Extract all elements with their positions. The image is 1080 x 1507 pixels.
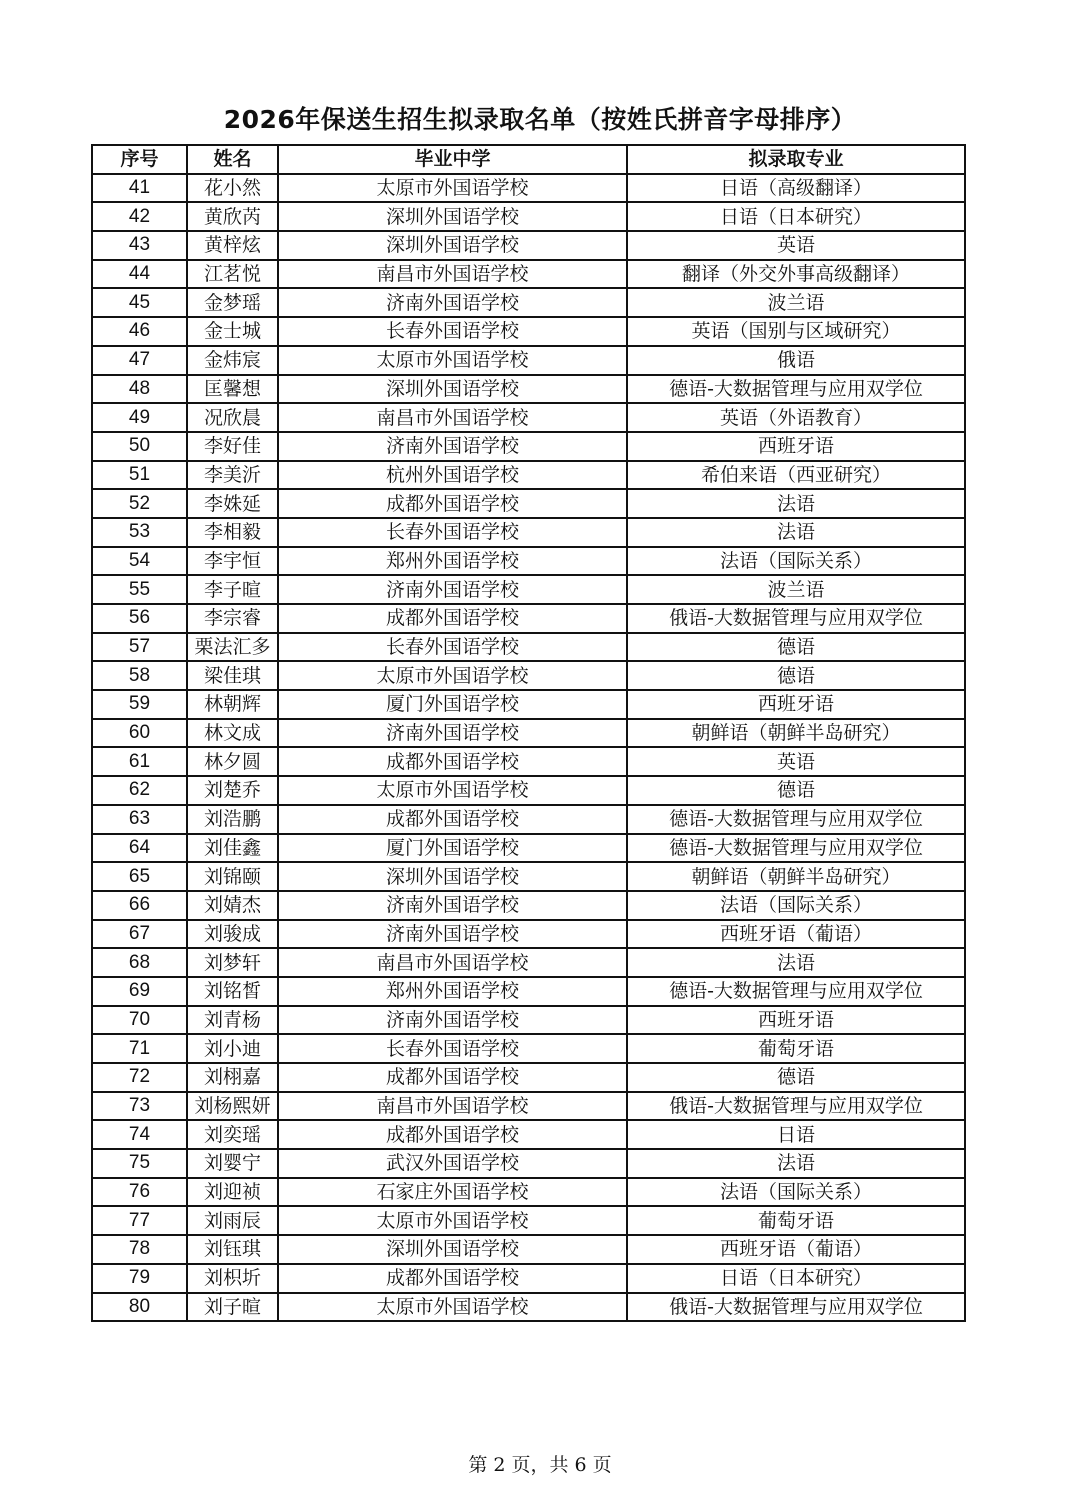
cell-name: 林朝辉 <box>187 690 278 719</box>
cell-name: 刘楚乔 <box>187 776 278 805</box>
cell-school: 深圳外国语学校 <box>278 202 627 231</box>
cell-school: 济南外国语学校 <box>278 891 627 920</box>
table-row <box>92 1293 965 1322</box>
cell-name: 林文成 <box>187 719 278 748</box>
cell-seq: 59 <box>92 690 187 719</box>
cell-school: 郑州外国语学校 <box>278 977 627 1006</box>
cell-major: 德语-大数据管理与应用双学位 <box>627 977 965 1006</box>
cell-school: 济南外国语学校 <box>278 920 627 949</box>
cell-name: 李美沂 <box>187 461 278 490</box>
cell-name: 刘奕瑶 <box>187 1120 278 1149</box>
cell-major: 翻译（外交外事高级翻译） <box>627 260 965 289</box>
table-row <box>92 891 965 920</box>
cell-major: 日语 <box>627 1120 965 1149</box>
cell-major: 法语（国际关系） <box>627 1178 965 1207</box>
cell-major: 德语 <box>627 661 965 690</box>
page-footer: 第 2 页，共 6 页 <box>468 1454 612 1476</box>
cell-school: 成都外国语学校 <box>278 1120 627 1149</box>
cell-school: 成都外国语学校 <box>278 1063 627 1092</box>
cell-school: 深圳外国语学校 <box>278 375 627 404</box>
cell-major: 英语（外语教育） <box>627 403 965 432</box>
cell-major: 俄语 <box>627 346 965 375</box>
cell-major: 法语（国际关系） <box>627 891 965 920</box>
header-school: 毕业中学 <box>278 145 627 174</box>
cell-school: 南昌市外国语学校 <box>278 1092 627 1121</box>
cell-name: 刘梦轩 <box>187 948 278 977</box>
table-row <box>92 948 965 977</box>
table-row <box>92 1235 965 1264</box>
cell-seq: 43 <box>92 231 187 260</box>
cell-major: 德语-大数据管理与应用双学位 <box>627 375 965 404</box>
cell-name: 刘钰琪 <box>187 1235 278 1264</box>
table-row <box>92 1120 965 1149</box>
cell-major: 葡萄牙语 <box>627 1206 965 1235</box>
cell-school: 长春外国语学校 <box>278 317 627 346</box>
table-row <box>92 977 965 1006</box>
cell-school: 厦门外国语学校 <box>278 834 627 863</box>
cell-major: 日语（高级翻译） <box>627 174 965 203</box>
header-seq: 序号 <box>92 145 187 174</box>
table-row <box>92 690 965 719</box>
cell-major: 英语 <box>627 747 965 776</box>
cell-seq: 79 <box>92 1264 187 1293</box>
table-row <box>92 633 965 662</box>
cell-seq: 67 <box>92 920 187 949</box>
table-row <box>92 461 965 490</box>
cell-seq: 60 <box>92 719 187 748</box>
cell-major: 日语（日本研究） <box>627 1264 965 1293</box>
cell-name: 刘佳鑫 <box>187 834 278 863</box>
cell-name: 刘小迪 <box>187 1034 278 1063</box>
cell-school: 济南外国语学校 <box>278 575 627 604</box>
cell-major: 德语-大数据管理与应用双学位 <box>627 834 965 863</box>
cell-school: 深圳外国语学校 <box>278 1235 627 1264</box>
cell-name: 李宗睿 <box>187 604 278 633</box>
cell-school: 济南外国语学校 <box>278 1006 627 1035</box>
cell-major: 德语-大数据管理与应用双学位 <box>627 805 965 834</box>
cell-name: 刘枳圻 <box>187 1264 278 1293</box>
cell-major: 法语 <box>627 1149 965 1178</box>
cell-name: 匡馨想 <box>187 375 278 404</box>
cell-school: 太原市外国语学校 <box>278 1293 627 1322</box>
table-row <box>92 747 965 776</box>
cell-major: 西班牙语 <box>627 690 965 719</box>
cell-major: 英语（国别与区域研究） <box>627 317 965 346</box>
cell-name: 刘婧杰 <box>187 891 278 920</box>
cell-seq: 44 <box>92 260 187 289</box>
cell-seq: 45 <box>92 288 187 317</box>
cell-school: 杭州外国语学校 <box>278 461 627 490</box>
cell-major: 西班牙语（葡语） <box>627 1235 965 1264</box>
table-body <box>92 174 965 1322</box>
cell-school: 南昌市外国语学校 <box>278 403 627 432</box>
cell-name: 刘浩鹏 <box>187 805 278 834</box>
cell-seq: 51 <box>92 461 187 490</box>
cell-seq: 50 <box>92 432 187 461</box>
table-row <box>92 834 965 863</box>
cell-seq: 65 <box>92 862 187 891</box>
table-row <box>92 1063 965 1092</box>
table-row <box>92 260 965 289</box>
table-row <box>92 202 965 231</box>
cell-school: 太原市外国语学校 <box>278 346 627 375</box>
cell-school: 南昌市外国语学校 <box>278 948 627 977</box>
cell-major: 波兰语 <box>627 575 965 604</box>
cell-seq: 75 <box>92 1149 187 1178</box>
cell-name: 林夕圆 <box>187 747 278 776</box>
cell-major: 法语 <box>627 948 965 977</box>
table-row <box>92 231 965 260</box>
table-row <box>92 776 965 805</box>
cell-name: 金士城 <box>187 317 278 346</box>
cell-major: 波兰语 <box>627 288 965 317</box>
cell-seq: 46 <box>92 317 187 346</box>
table-row <box>92 288 965 317</box>
cell-school: 深圳外国语学校 <box>278 862 627 891</box>
cell-name: 金梦瑶 <box>187 288 278 317</box>
table-row <box>92 862 965 891</box>
cell-school: 深圳外国语学校 <box>278 231 627 260</box>
header-name: 姓名 <box>187 145 278 174</box>
table-row <box>92 1206 965 1235</box>
cell-school: 厦门外国语学校 <box>278 690 627 719</box>
table-row <box>92 174 965 203</box>
cell-name: 刘青杨 <box>187 1006 278 1035</box>
cell-major: 希伯来语（西亚研究） <box>627 461 965 490</box>
cell-seq: 53 <box>92 518 187 547</box>
table-row <box>92 575 965 604</box>
cell-seq: 47 <box>92 346 187 375</box>
cell-seq: 69 <box>92 977 187 1006</box>
cell-school: 石家庄外国语学校 <box>278 1178 627 1207</box>
cell-seq: 68 <box>92 948 187 977</box>
cell-school: 长春外国语学校 <box>278 1034 627 1063</box>
cell-seq: 80 <box>92 1293 187 1322</box>
table-header-row <box>92 145 965 174</box>
cell-name: 刘栩嘉 <box>187 1063 278 1092</box>
cell-major: 英语 <box>627 231 965 260</box>
cell-school: 成都外国语学校 <box>278 489 627 518</box>
cell-school: 成都外国语学校 <box>278 805 627 834</box>
cell-seq: 42 <box>92 202 187 231</box>
cell-name: 刘锦颐 <box>187 862 278 891</box>
table-row <box>92 1264 965 1293</box>
cell-name: 李宇恒 <box>187 547 278 576</box>
cell-seq: 61 <box>92 747 187 776</box>
cell-seq: 77 <box>92 1206 187 1235</box>
cell-name: 栗法汇多 <box>187 633 278 662</box>
cell-name: 李好佳 <box>187 432 278 461</box>
cell-seq: 72 <box>92 1063 187 1092</box>
cell-seq: 52 <box>92 489 187 518</box>
cell-school: 太原市外国语学校 <box>278 661 627 690</box>
cell-seq: 66 <box>92 891 187 920</box>
cell-school: 太原市外国语学校 <box>278 1206 627 1235</box>
table-row <box>92 403 965 432</box>
cell-major: 俄语-大数据管理与应用双学位 <box>627 604 965 633</box>
cell-name: 花小然 <box>187 174 278 203</box>
cell-name: 刘迎祯 <box>187 1178 278 1207</box>
cell-seq: 78 <box>92 1235 187 1264</box>
cell-seq: 76 <box>92 1178 187 1207</box>
admission-table <box>91 144 966 1322</box>
table-row <box>92 1092 965 1121</box>
cell-name: 黄梓炫 <box>187 231 278 260</box>
cell-name: 黄欣芮 <box>187 202 278 231</box>
cell-seq: 54 <box>92 547 187 576</box>
cell-seq: 63 <box>92 805 187 834</box>
cell-seq: 64 <box>92 834 187 863</box>
cell-major: 日语（日本研究） <box>627 202 965 231</box>
cell-seq: 41 <box>92 174 187 203</box>
admission-table-container <box>91 144 966 1322</box>
cell-seq: 55 <box>92 575 187 604</box>
cell-major: 俄语-大数据管理与应用双学位 <box>627 1092 965 1121</box>
cell-school: 郑州外国语学校 <box>278 547 627 576</box>
table-row <box>92 1149 965 1178</box>
cell-name: 刘铭皙 <box>187 977 278 1006</box>
cell-school: 济南外国语学校 <box>278 719 627 748</box>
cell-name: 刘杨熙妍 <box>187 1092 278 1121</box>
cell-school: 成都外国语学校 <box>278 1264 627 1293</box>
cell-seq: 56 <box>92 604 187 633</box>
cell-seq: 73 <box>92 1092 187 1121</box>
cell-name: 况欣晨 <box>187 403 278 432</box>
table-row <box>92 604 965 633</box>
cell-seq: 71 <box>92 1034 187 1063</box>
cell-school: 济南外国语学校 <box>278 432 627 461</box>
cell-school: 长春外国语学校 <box>278 518 627 547</box>
table-row <box>92 805 965 834</box>
cell-major: 西班牙语 <box>627 432 965 461</box>
table-row <box>92 375 965 404</box>
cell-name: 江茗悦 <box>187 260 278 289</box>
cell-school: 太原市外国语学校 <box>278 174 627 203</box>
table-row <box>92 1178 965 1207</box>
table-row <box>92 547 965 576</box>
page-title: 2026年保送生招生拟录取名单（按姓氏拼音字母排序） <box>223 105 857 134</box>
table-row <box>92 489 965 518</box>
cell-name: 李子暄 <box>187 575 278 604</box>
cell-major: 德语 <box>627 776 965 805</box>
cell-major: 西班牙语 <box>627 1006 965 1035</box>
cell-major: 朝鲜语（朝鲜半岛研究） <box>627 862 965 891</box>
cell-major: 德语 <box>627 633 965 662</box>
table-row <box>92 920 965 949</box>
cell-seq: 62 <box>92 776 187 805</box>
cell-school: 太原市外国语学校 <box>278 776 627 805</box>
cell-seq: 70 <box>92 1006 187 1035</box>
cell-major: 德语 <box>627 1063 965 1092</box>
cell-name: 李姝延 <box>187 489 278 518</box>
cell-school: 济南外国语学校 <box>278 288 627 317</box>
cell-seq: 49 <box>92 403 187 432</box>
table-row <box>92 1034 965 1063</box>
table-row <box>92 432 965 461</box>
cell-name: 梁佳琪 <box>187 661 278 690</box>
header-major: 拟录取专业 <box>627 145 965 174</box>
cell-seq: 74 <box>92 1120 187 1149</box>
cell-seq: 58 <box>92 661 187 690</box>
cell-major: 法语 <box>627 489 965 518</box>
cell-name: 刘骏成 <box>187 920 278 949</box>
table-row <box>92 719 965 748</box>
cell-name: 刘雨辰 <box>187 1206 278 1235</box>
cell-major: 俄语-大数据管理与应用双学位 <box>627 1293 965 1322</box>
cell-seq: 48 <box>92 375 187 404</box>
table-row <box>92 346 965 375</box>
cell-seq: 57 <box>92 633 187 662</box>
cell-name: 金炜宸 <box>187 346 278 375</box>
table-row <box>92 518 965 547</box>
cell-name: 刘子暄 <box>187 1293 278 1322</box>
cell-name: 李相毅 <box>187 518 278 547</box>
table-row <box>92 661 965 690</box>
cell-major: 法语 <box>627 518 965 547</box>
cell-major: 朝鲜语（朝鲜半岛研究） <box>627 719 965 748</box>
cell-school: 成都外国语学校 <box>278 747 627 776</box>
table-row <box>92 317 965 346</box>
cell-name: 刘婴宁 <box>187 1149 278 1178</box>
cell-school: 长春外国语学校 <box>278 633 627 662</box>
cell-school: 南昌市外国语学校 <box>278 260 627 289</box>
cell-major: 葡萄牙语 <box>627 1034 965 1063</box>
table-row <box>92 1006 965 1035</box>
cell-major: 法语（国际关系） <box>627 547 965 576</box>
cell-major: 西班牙语（葡语） <box>627 920 965 949</box>
cell-school: 成都外国语学校 <box>278 604 627 633</box>
cell-school: 武汉外国语学校 <box>278 1149 627 1178</box>
